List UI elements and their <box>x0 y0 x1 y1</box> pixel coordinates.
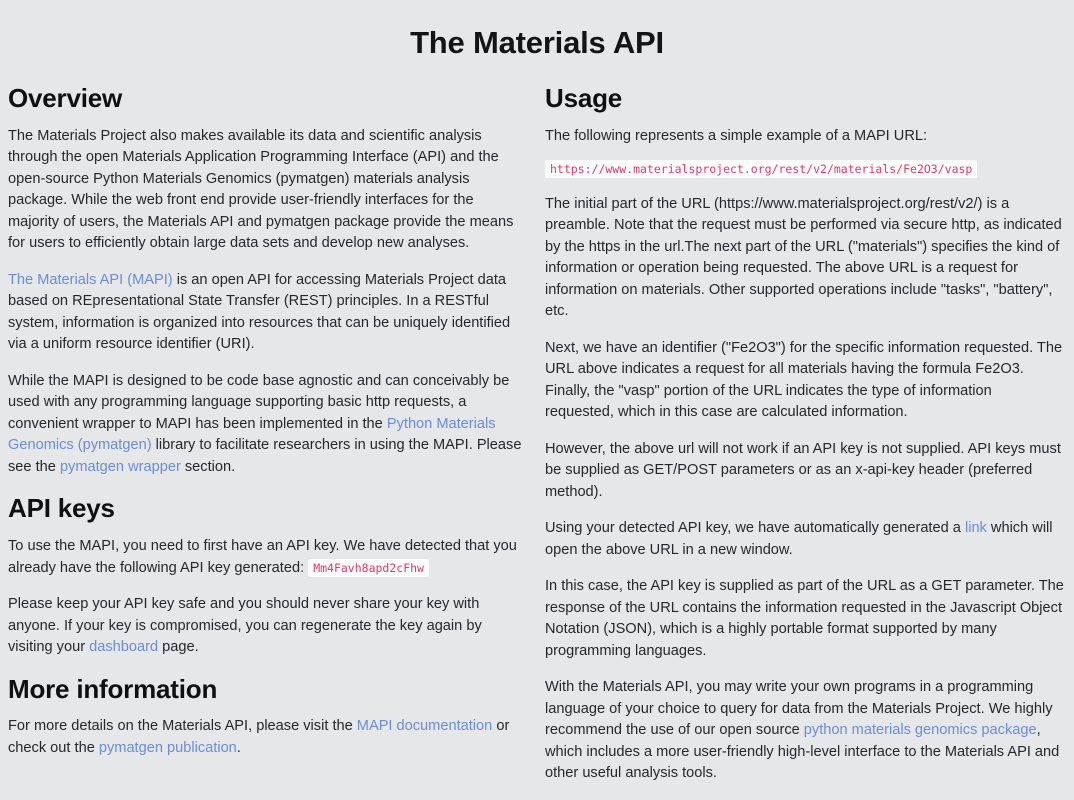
right-column <box>537 83 1074 799</box>
more-information-mid: or check out the <box>8 718 510 756</box>
left-column <box>0 83 537 774</box>
api-keys-paragraph-2 <box>8 594 525 659</box>
usage-paragraph-4: However, the above url will not work if an API key is not supplied. API keys must be supplied as GET/POST parameters or as an x-api-key header (preferred method). <box>545 440 1061 500</box>
example-url-code[interactable]: https://www.materialsproject.org/rest/v2/materials/Fe2O3/vasp <box>545 160 977 178</box>
usage-paragraph-7-end: , which includes a more user-friendly high-level interface to the Materials API and other useful analysis tools. <box>545 722 1060 782</box>
overview-paragraph-3-end: section. <box>180 458 236 475</box>
usage-paragraph-5 <box>545 518 1064 561</box>
overview-paragraph-3 <box>8 371 525 479</box>
api-keys-paragraph-2-end: page. <box>158 639 199 656</box>
more-information-heading: More information <box>8 673 218 704</box>
overview-paragraph-2-text: is an open API for accessing Materials Project data based on REpresentational State Transfer (REST) principles. In a RESTful system, information is organized into resources that can be uniquely identified via a uniform resource identifier (URI). <box>8 271 511 353</box>
more-information-pre: For more details on the Materials API, please visit the <box>8 718 357 735</box>
example-url-block <box>545 160 1064 178</box>
pymatgen-wrapper-link[interactable]: pymatgen wrapper <box>59 458 181 475</box>
python-materials-genomics-link[interactable]: Python Materials Genomics (pymatgen) <box>8 415 496 454</box>
two-column-layout <box>0 83 1074 799</box>
pymatgen-publication-link[interactable]: pymatgen publication <box>98 739 237 756</box>
usage-paragraph-3: Next, we have an identifier ("Fe2O3") for the specific information requested. The URL above indicates a request for all materials having the formula Fe2O3. Finally, the "vasp" portion of the URL indicates the type of information requested, which in this case are calculated information. <box>545 339 1063 421</box>
usage-paragraph-5-pre: Using your detected API key, we have automatically generated a <box>545 520 965 537</box>
materials-api-mapi-link[interactable]: The Materials API (MAPI) <box>8 271 173 288</box>
usage-paragraph-6: In this case, the API key is supplied as part of the URL as a GET parameter. The response of the URL contains the information requested in the Javascript Object Notation (JSON), which is a highly portable format supported by many programming languages. <box>545 578 1064 659</box>
overview-paragraph-3-pre: While the MAPI is designed to be code base agnostic and can conceivably be used with any programming language supporting basic http requests, a convenient wrapper to MAPI has been implemented in the <box>8 372 510 432</box>
mapi-documentation-link[interactable]: MAPI documentation <box>356 718 493 735</box>
more-information-end: . <box>236 739 241 756</box>
usage-paragraph-1: The following represents a simple example of a MAPI URL: <box>545 127 928 144</box>
api-keys-heading: API keys <box>8 493 115 524</box>
python-materials-genomics-package-link[interactable]: python materials genomics package <box>803 722 1037 739</box>
more-information-paragraph-1 <box>8 716 525 759</box>
overview-heading: Overview <box>8 83 123 114</box>
usage-paragraph-2: The initial part of the URL (https://www.materialsproject.org/rest/v2/) is a preamble. Note that the request must be performed via secure http, as indicated by the https in the url.The next part of the URL ("materials") specifies the kind of information or operation being requested. The above URL is a request for information on materials. Other supported operations include "tasks", "battery", etc. <box>545 195 1062 320</box>
api-key-value[interactable]: Mm4Favh8apd2cFhw <box>308 559 429 577</box>
usage-paragraph-7-pre: With the Materials API, you may write your own programs in a programming language of your choice to query for data from the Materials Project. We highly recommend the use of our open source <box>545 679 1053 739</box>
dashboard-link[interactable]: dashboard <box>89 639 159 656</box>
api-keys-paragraph-1 <box>8 536 525 579</box>
usage-paragraph-7 <box>545 677 1064 785</box>
generated-url-link[interactable]: link <box>964 520 987 537</box>
usage-paragraph-5-end: which will open the above URL in a new window. <box>545 520 1053 558</box>
api-keys-paragraph-2-pre: Please keep your API key safe and you should never share your key with anyone. If your key is compromised, you can regenerate the key again by visiting your <box>8 596 482 656</box>
api-keys-paragraph-1-pre: To use the MAPI, you need to first have an API key. We have detected that you already have the following API key generated: <box>8 538 517 576</box>
page-title: The Materials API <box>410 25 664 60</box>
overview-paragraph-1: The Materials Project also makes available its data and scientific analysis through the open Materials Application Programming Interface (API) and the open-source Python Materials Genomics (pymatgen) materials analysis package. While the web front end provide user-friendly interfaces for the majority of users, the Materials API and pymatgen package provide the means for users to efficiently obtain large data sets and develop new analyses. <box>8 127 514 252</box>
overview-paragraph-2 <box>8 270 525 356</box>
overview-paragraph-3-mid: library to facilitate researchers in using the MAPI. Please see the <box>8 437 522 475</box>
usage-heading: Usage <box>545 83 623 114</box>
